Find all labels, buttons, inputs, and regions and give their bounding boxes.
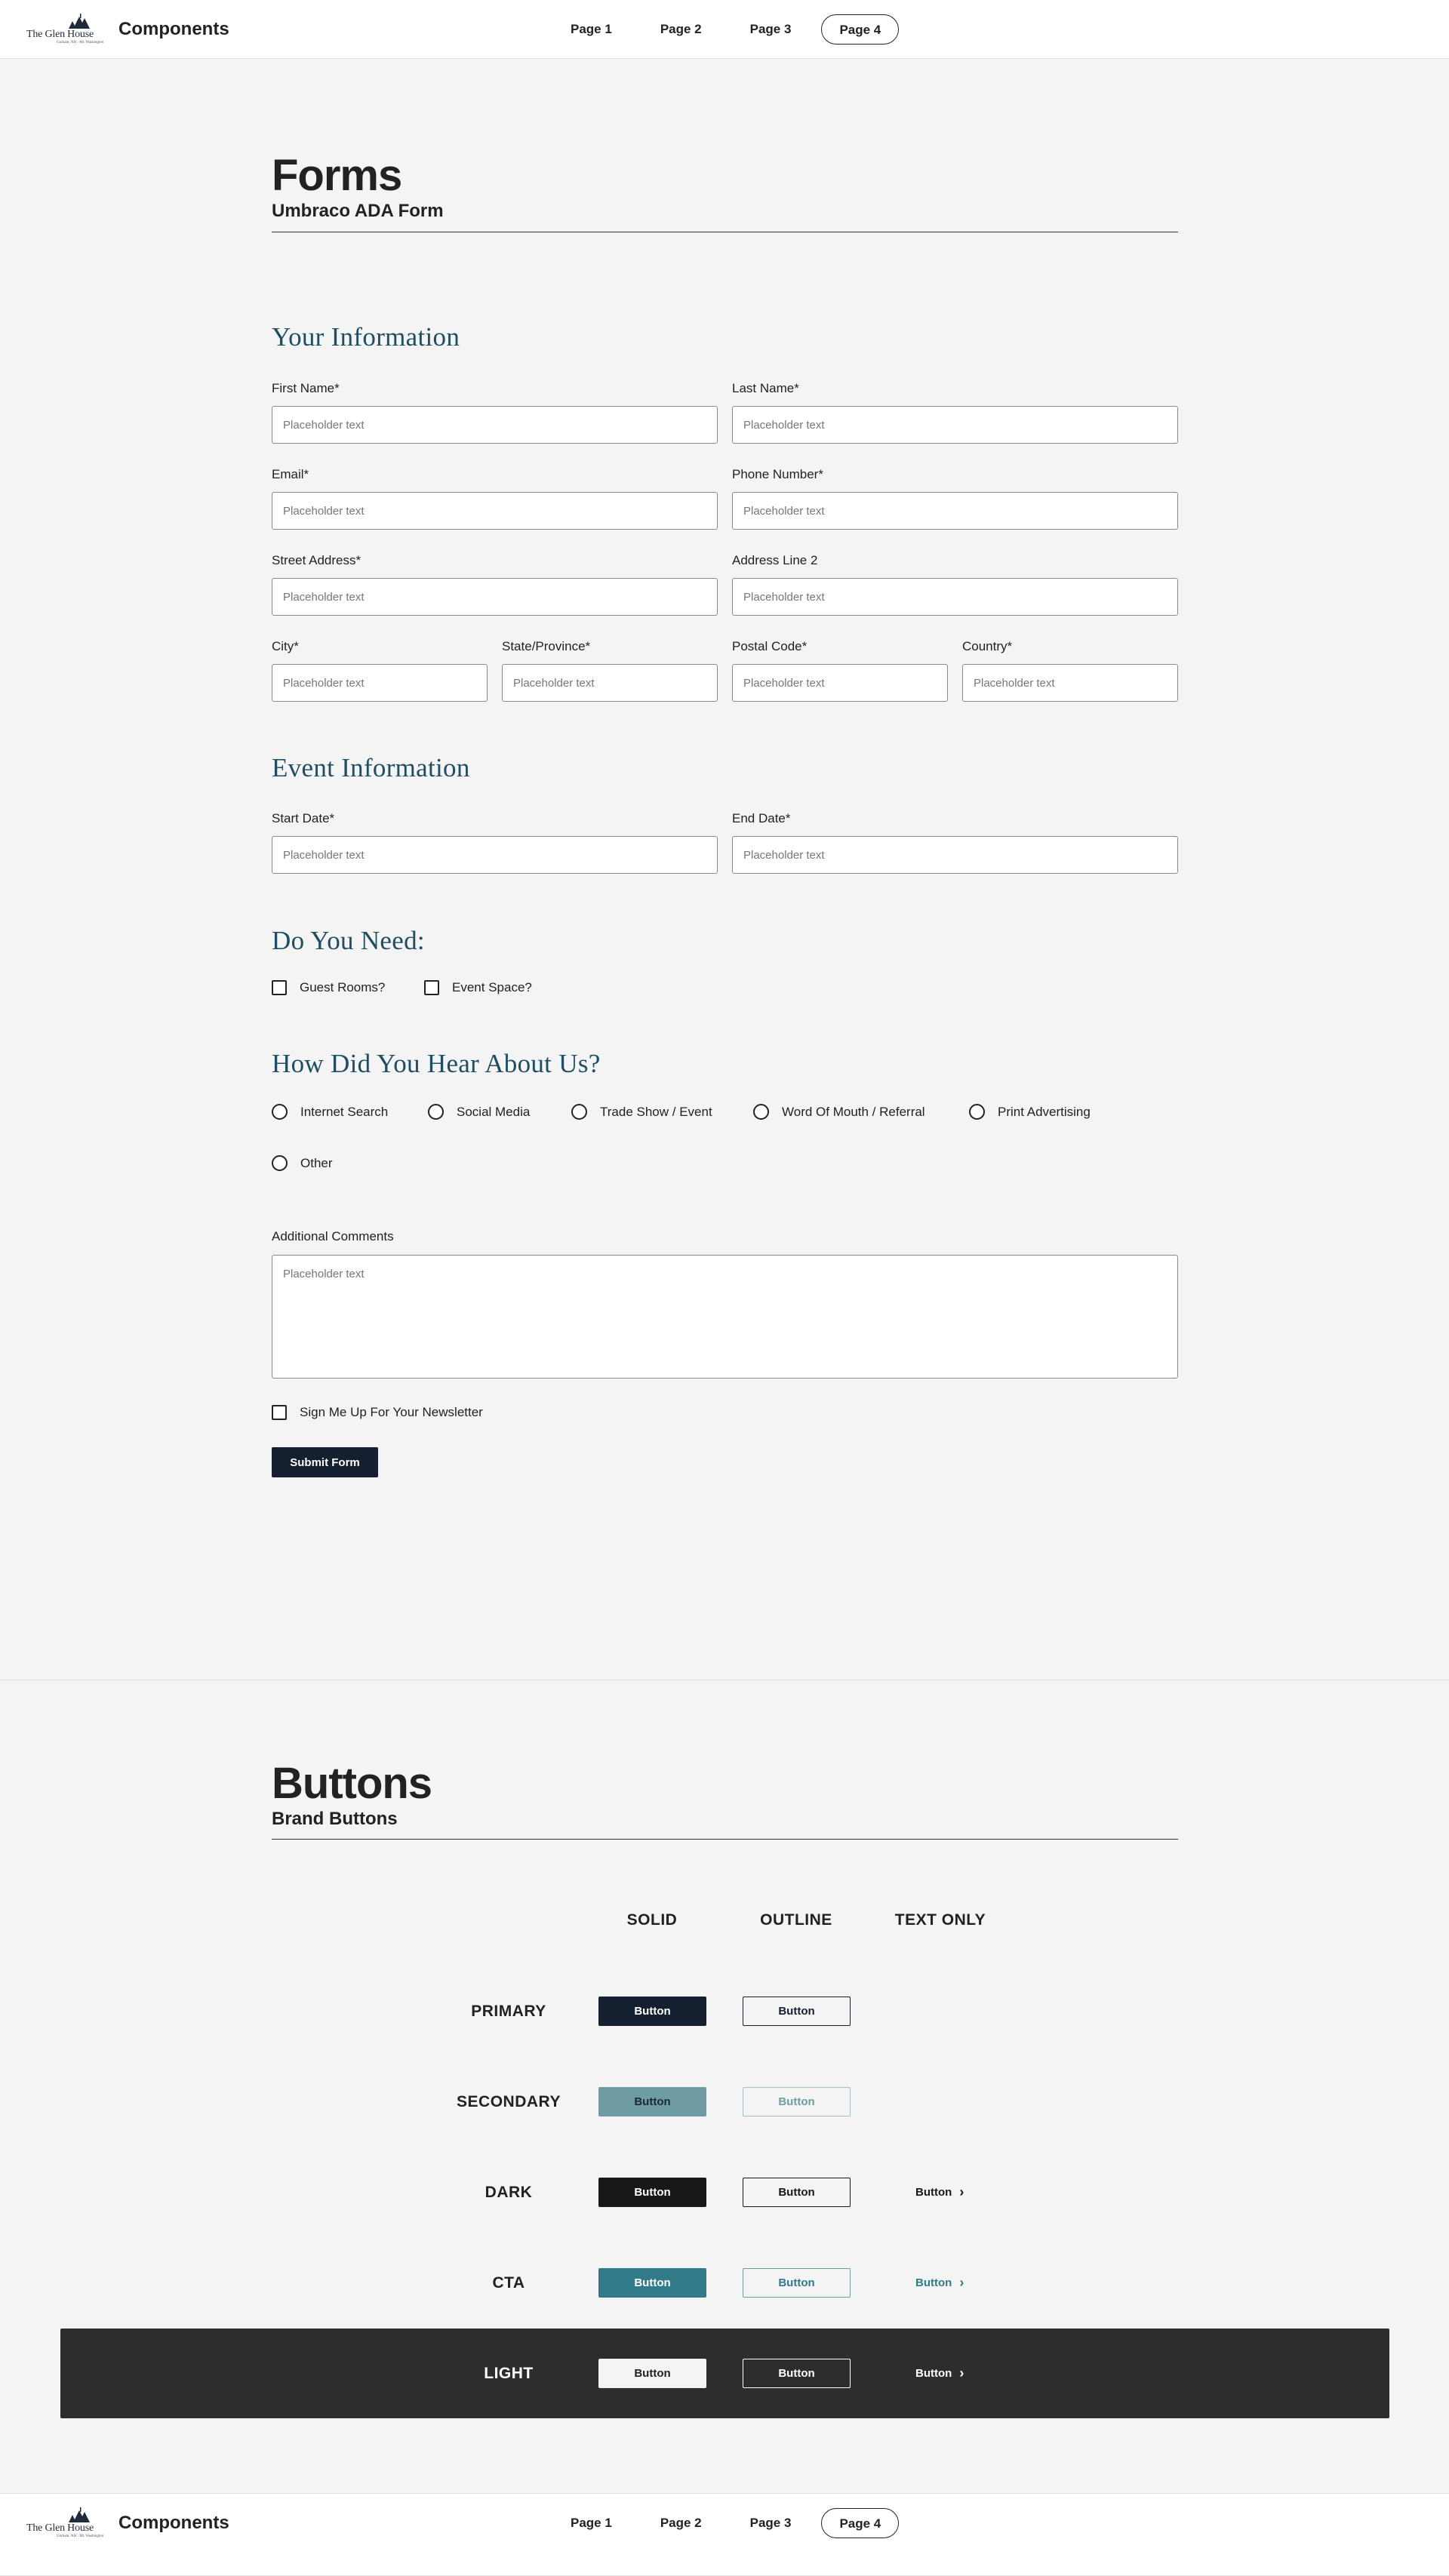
radio-word-of-mouth[interactable] <box>753 1104 925 1120</box>
primary-solid-button[interactable]: Button <box>598 1997 706 2026</box>
top-navbar <box>0 0 1449 59</box>
footer-navbar <box>0 2493 1449 2576</box>
dark-outline-button[interactable]: Button <box>743 2178 851 2207</box>
dark-text-button[interactable] <box>915 2178 964 2207</box>
do-you-need-heading: Do You Need: <box>272 926 425 955</box>
city-label: City* <box>272 639 299 653</box>
end-date-input[interactable] <box>732 836 1178 874</box>
radio-print-advertising[interactable] <box>969 1104 1091 1120</box>
checkbox-box[interactable] <box>424 980 439 995</box>
main-nav <box>571 14 899 45</box>
nav-page-2[interactable]: Page 2 <box>660 22 702 36</box>
light-text-button-label: Button <box>915 2367 952 2380</box>
address-line-2-input[interactable] <box>732 578 1178 616</box>
light-buttons-band <box>60 2329 1389 2418</box>
how-did-you-hear-heading: How Did You Hear About Us? <box>272 1049 601 1078</box>
checkbox-box[interactable] <box>272 1405 287 1420</box>
your-information-heading: Your Information <box>272 322 460 352</box>
nav-page-3[interactable]: Page 3 <box>749 2516 792 2530</box>
chevron-right-icon: › <box>959 2184 964 2199</box>
city-input[interactable] <box>272 664 488 702</box>
dark-text-button-label: Button <box>915 2186 952 2199</box>
country-input[interactable] <box>962 664 1178 702</box>
first-name-input[interactable] <box>272 406 718 444</box>
radio-other[interactable] <box>272 1155 333 1171</box>
postal-code-label: Postal Code* <box>732 639 808 653</box>
start-date-input[interactable] <box>272 836 718 874</box>
primary-outline-button[interactable]: Button <box>743 1997 851 2026</box>
nav-page-3[interactable]: Page 3 <box>749 22 792 36</box>
row-label-dark: DARK <box>485 2184 533 2201</box>
radio-trade-show[interactable] <box>571 1104 712 1120</box>
radio-circle[interactable] <box>272 1104 288 1120</box>
column-head-solid: SOLID <box>626 1911 678 1929</box>
guest-rooms-checkbox[interactable] <box>272 980 385 995</box>
additional-comments-label: Additional Comments <box>272 1229 394 1243</box>
email-input[interactable] <box>272 492 718 530</box>
trade-show-label: Trade Show / Event <box>600 1104 712 1119</box>
radio-circle[interactable] <box>753 1104 769 1120</box>
site-title: Components <box>118 2513 229 2533</box>
glen-house-logo[interactable] <box>26 14 106 45</box>
cta-solid-button[interactable]: Button <box>598 2268 706 2298</box>
word-of-mouth-label: Word Of Mouth / Referral <box>782 1104 925 1119</box>
newsletter-label: Sign Me Up For Your Newsletter <box>300 1405 483 1419</box>
buttons-section-subtitle: Brand Buttons <box>272 1809 398 1829</box>
radio-internet-search[interactable] <box>272 1104 388 1120</box>
buttons-section-title: Buttons <box>272 1759 432 1808</box>
glen-house-logo[interactable] <box>26 2507 106 2539</box>
email-label: Email* <box>272 467 309 481</box>
cta-text-button-label: Button <box>915 2276 952 2289</box>
state-input[interactable] <box>502 664 718 702</box>
postal-code-input[interactable] <box>732 664 948 702</box>
forms-section-subtitle: Umbraco ADA Form <box>272 201 444 221</box>
secondary-solid-button[interactable]: Button <box>598 2087 706 2116</box>
dark-solid-button[interactable]: Button <box>598 2178 706 2207</box>
row-label-light: LIGHT <box>484 2365 534 2382</box>
column-head-outline: OUTLINE <box>760 1911 832 1929</box>
nav-page-1[interactable]: Page 1 <box>571 22 612 36</box>
radio-circle[interactable] <box>571 1104 587 1120</box>
submit-form-button[interactable]: Submit Form <box>272 1447 378 1477</box>
radio-circle[interactable] <box>428 1104 444 1120</box>
state-label: State/Province* <box>502 639 591 653</box>
cta-text-button[interactable] <box>915 2268 964 2298</box>
other-label: Other <box>300 1155 333 1170</box>
logo-mountain-icon <box>26 14 106 29</box>
radio-circle[interactable] <box>272 1155 288 1171</box>
first-name-label: First Name* <box>272 381 340 395</box>
secondary-outline-button[interactable]: Button <box>743 2087 851 2116</box>
chevron-right-icon: › <box>959 2275 964 2290</box>
last-name-input[interactable] <box>732 406 1178 444</box>
event-space-label: Event Space? <box>452 980 532 994</box>
row-label-cta: CTA <box>492 2274 525 2292</box>
cta-outline-button[interactable]: Button <box>743 2268 851 2298</box>
logo-mountain-icon <box>26 2507 106 2522</box>
logo-text: The Glen House <box>26 29 94 40</box>
light-solid-button[interactable]: Button <box>598 2359 706 2388</box>
buttons-divider <box>272 1839 1178 1840</box>
checkbox-box[interactable] <box>272 980 287 995</box>
print-advertising-label: Print Advertising <box>998 1104 1091 1119</box>
column-head-text-only: TEXT ONLY <box>894 1911 986 1929</box>
phone-input[interactable] <box>732 492 1178 530</box>
nav-page-4[interactable]: Page 4 <box>821 14 899 45</box>
newsletter-checkbox[interactable] <box>272 1405 483 1420</box>
end-date-label: End Date* <box>732 811 791 825</box>
footer-nav <box>571 2508 899 2538</box>
guest-rooms-label: Guest Rooms? <box>300 980 386 994</box>
forms-section-title: Forms <box>272 151 402 200</box>
event-information-heading: Event Information <box>272 753 470 782</box>
country-label: Country* <box>962 639 1013 653</box>
street-address-input[interactable] <box>272 578 718 616</box>
social-media-label: Social Media <box>457 1104 531 1119</box>
radio-circle[interactable] <box>969 1104 985 1120</box>
start-date-label: Start Date* <box>272 811 335 825</box>
logo-subtext: Gorham, NH · Mt. Washington <box>57 2535 104 2538</box>
nav-page-4[interactable]: Page 4 <box>821 2508 899 2538</box>
event-space-checkbox[interactable] <box>424 980 532 995</box>
nav-page-1[interactable]: Page 1 <box>571 2516 612 2530</box>
internet-search-label: Internet Search <box>300 1104 389 1119</box>
logo-subtext: Gorham, NH · Mt. Washington <box>57 41 104 45</box>
street-address-label: Street Address* <box>272 553 361 567</box>
nav-page-2[interactable]: Page 2 <box>660 2516 702 2530</box>
site-title: Components <box>118 19 229 39</box>
logo-text: The Glen House <box>26 2522 94 2534</box>
chevron-right-icon: › <box>959 2365 964 2381</box>
row-label-secondary: SECONDARY <box>457 2093 561 2110</box>
additional-comments-textarea[interactable] <box>272 1255 1178 1379</box>
last-name-label: Last Name* <box>732 381 799 395</box>
radio-social-media[interactable] <box>428 1104 530 1120</box>
light-text-button[interactable] <box>915 2359 964 2388</box>
address-line-2-label: Address Line 2 <box>732 553 818 567</box>
light-outline-button[interactable]: Button <box>743 2359 851 2388</box>
row-label-primary: PRIMARY <box>471 2003 546 2020</box>
phone-label: Phone Number* <box>732 467 823 481</box>
